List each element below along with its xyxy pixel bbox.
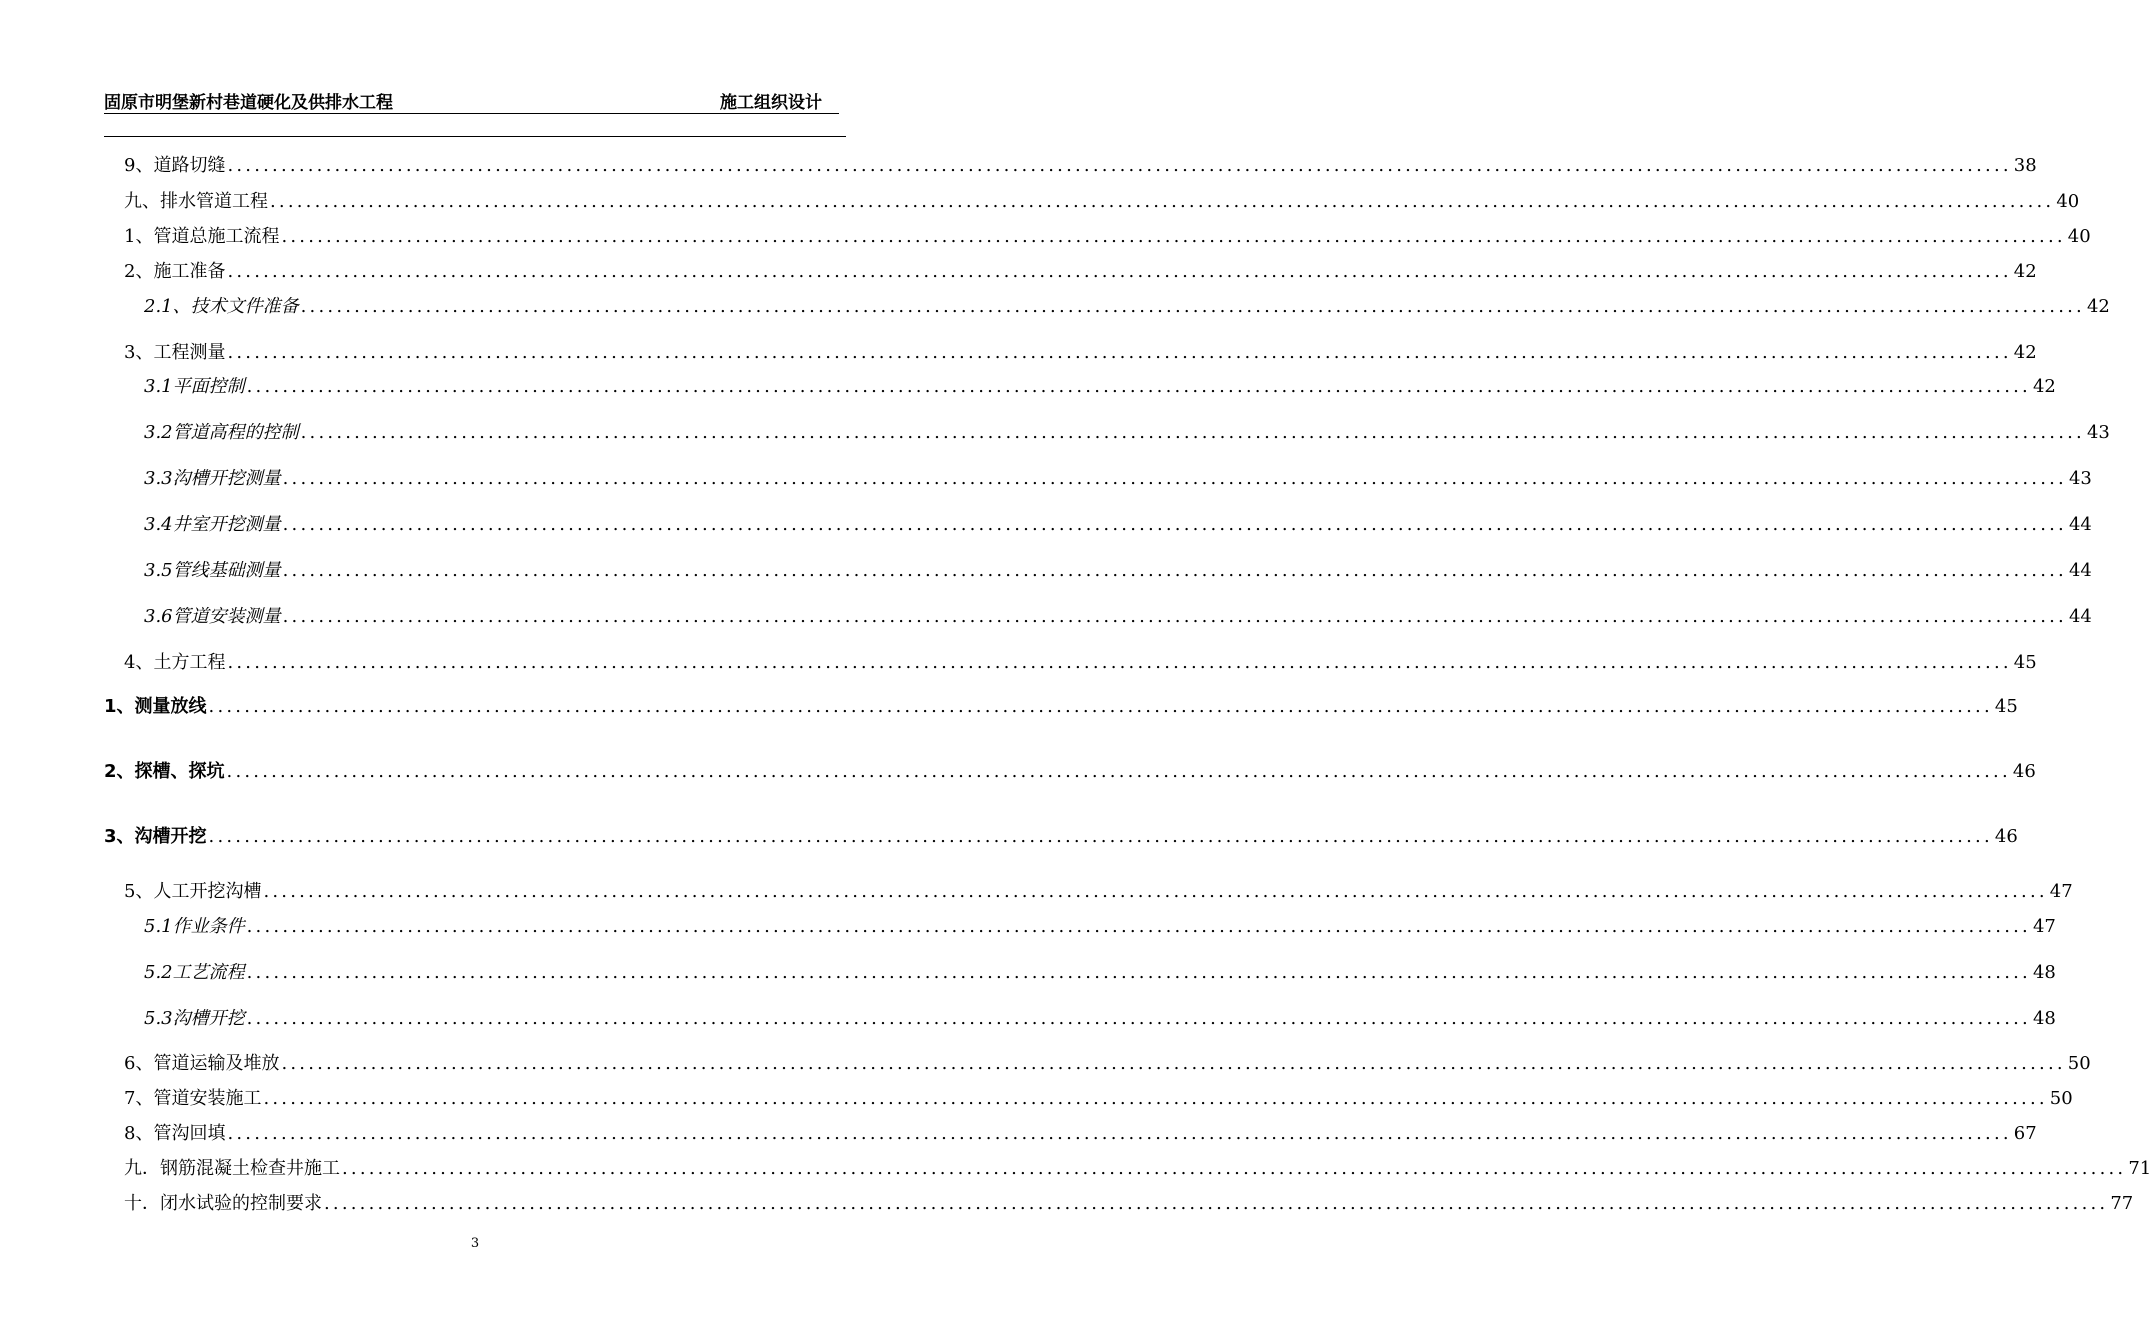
toc-entry[interactable] <box>124 1121 2037 1147</box>
toc-entry-title: 2、探槽、探坑 <box>104 761 225 782</box>
toc-entry-title: 5.2工艺流程 <box>144 962 245 983</box>
toc-entry-title: 3.6管道安装测量 <box>144 606 281 627</box>
toc-entry-page: 44 <box>2068 606 2092 627</box>
toc-entry[interactable] <box>124 879 2073 905</box>
project-title: 固原市明堡新村巷道硬化及供排水工程 <box>104 93 393 113</box>
toc-entry[interactable] <box>124 259 2037 285</box>
dot-leader: ........................................................................................................................................................................................................ <box>227 155 2012 176</box>
toc-entry[interactable] <box>124 650 2037 676</box>
toc-entry[interactable] <box>144 558 2092 584</box>
toc-entry-page: 77 <box>2110 1193 2134 1214</box>
toc-entry[interactable] <box>124 340 2037 366</box>
toc-entry-title: 5.3沟槽开挖 <box>144 1008 245 1029</box>
toc-entry[interactable] <box>124 1086 2073 1112</box>
toc-entry-page: 48 <box>2032 962 2056 983</box>
dot-leader: ........................................................................................................................................................................................................ <box>270 191 2055 212</box>
toc-entry-title: 8、管沟回填 <box>124 1123 226 1144</box>
document-type: 施工组织设计 <box>720 93 822 113</box>
toc-entry[interactable] <box>144 960 2056 986</box>
toc-entry-title: 九、排水管道工程 <box>124 191 268 212</box>
dot-leader: ........................................................................................................................................................................................................ <box>227 652 2012 673</box>
toc-entry-page: 42 <box>2013 342 2037 363</box>
toc-entry[interactable] <box>124 1051 2091 1077</box>
toc-entry-title: 7、管道安装施工 <box>124 1088 262 1109</box>
toc-entry[interactable] <box>144 420 2110 446</box>
toc-entry-page: 67 <box>2013 1123 2037 1144</box>
toc-entry-title: 3.4井室开挖测量 <box>144 514 281 535</box>
toc-entry-page: 44 <box>2068 560 2092 581</box>
toc-entry[interactable] <box>124 1156 2151 1182</box>
dot-leader: ........................................................................................................................................................................................................ <box>342 1158 2127 1179</box>
toc-entry-page: 46 <box>2012 761 2036 782</box>
toc-entry[interactable] <box>144 914 2056 940</box>
toc-entry-page: 50 <box>2067 1053 2091 1074</box>
toc-entry[interactable] <box>124 1191 2134 1217</box>
toc-entry-title: 3.1平面控制 <box>144 376 245 397</box>
dot-leader: ........................................................................................................................................................................................................ <box>227 1123 2012 1144</box>
toc-entry-title: 3、沟槽开挖 <box>104 826 207 847</box>
toc-entry-title: 5、人工开挖沟槽 <box>124 881 262 902</box>
toc-entry[interactable] <box>144 294 2110 320</box>
toc-entry-title: 3.2管道高程的控制 <box>144 422 299 443</box>
toc-entry-page: 42 <box>2086 296 2110 317</box>
toc-entry[interactable] <box>124 224 2091 250</box>
dot-leader: ........................................................................................................................................................................................................ <box>246 1008 2031 1029</box>
page-number: 3 <box>470 1236 480 1251</box>
dot-leader: ........................................................................................................................................................................................................ <box>300 296 2085 317</box>
toc-entry[interactable] <box>144 1006 2056 1032</box>
toc-entry[interactable] <box>104 824 2018 850</box>
toc-entry-page: 42 <box>2032 376 2056 397</box>
toc-entry[interactable] <box>124 153 2037 179</box>
toc-entry-title: 2.1、技术文件准备 <box>144 296 299 317</box>
toc-entry-page: 47 <box>2032 916 2056 937</box>
dot-leader: ........................................................................................................................................................................................................ <box>263 1088 2048 1109</box>
toc-entry-title: 3、工程测量 <box>124 342 226 363</box>
dot-leader: ........................................................................................................................................................................................................ <box>208 696 1993 717</box>
toc-entry-title: 6、管道运输及堆放 <box>124 1053 280 1074</box>
toc-entry-title: 3.5管线基础测量 <box>144 560 281 581</box>
toc-entry-page: 46 <box>1994 826 2018 847</box>
toc-entry-page: 38 <box>2013 155 2037 176</box>
toc-entry-title: 十．闭水试验的控制要求 <box>124 1193 322 1214</box>
toc-entry-page: 42 <box>2013 261 2037 282</box>
toc-entry-title: 1、管道总施工流程 <box>124 226 280 247</box>
dot-leader: ........................................................................................................................................................................................................ <box>282 514 2067 535</box>
toc-entry-title: 九．钢筋混凝土检查井施工 <box>124 1158 340 1179</box>
toc-entry-page: 47 <box>2049 881 2073 902</box>
dot-leader: ........................................................................................................................................................................................................ <box>227 261 2012 282</box>
toc-entry[interactable] <box>124 189 2080 215</box>
toc-entry-title: 2、施工准备 <box>124 261 226 282</box>
dot-leader: ........................................................................................................................................................................................................ <box>246 376 2031 397</box>
toc-entry-title: 9、道路切缝 <box>124 155 226 176</box>
toc-entry-page: 40 <box>2067 226 2091 247</box>
toc-entry-page: 40 <box>2056 191 2080 212</box>
toc-entry-title: 5.1作业条件 <box>144 916 245 937</box>
toc-entry-title: 1、测量放线 <box>104 696 207 717</box>
toc-entry-page: 45 <box>1994 696 2018 717</box>
dot-leader: ........................................................................................................................................................................................................ <box>324 1193 2109 1214</box>
dot-leader: ........................................................................................................................................................................................................ <box>246 916 2031 937</box>
toc-entry-page: 45 <box>2013 652 2037 673</box>
toc-entry[interactable] <box>144 604 2092 630</box>
dot-leader: ........................................................................................................................................................................................................ <box>300 422 2085 443</box>
dot-leader: ........................................................................................................................................................................................................ <box>246 962 2031 983</box>
toc-entry[interactable] <box>144 466 2092 492</box>
dot-leader: ........................................................................................................................................................................................................ <box>226 761 2011 782</box>
toc-entry[interactable] <box>104 694 2018 720</box>
toc-entry[interactable] <box>104 759 2036 785</box>
toc-entry-page: 43 <box>2068 468 2092 489</box>
dot-leader: ........................................................................................................................................................................................................ <box>281 226 2066 247</box>
dot-leader: ........................................................................................................................................................................................................ <box>227 342 2012 363</box>
dot-leader: ........................................................................................................................................................................................................ <box>281 1053 2066 1074</box>
dot-leader: ........................................................................................................................................................................................................ <box>208 826 1993 847</box>
toc-entry-page: 50 <box>2049 1088 2073 1109</box>
toc-entry-title: 4、土方工程 <box>124 652 226 673</box>
dot-leader: ........................................................................................................................................................................................................ <box>282 606 2067 627</box>
toc-entry-title: 3.3沟槽开挖测量 <box>144 468 281 489</box>
dot-leader: ........................................................................................................................................................................................................ <box>263 881 2048 902</box>
toc-entry-page: 48 <box>2032 1008 2056 1029</box>
toc-entry-page: 44 <box>2068 514 2092 535</box>
dot-leader: ........................................................................................................................................................................................................ <box>282 468 2067 489</box>
dot-leader: ........................................................................................................................................................................................................ <box>282 560 2067 581</box>
toc-entry-page: 43 <box>2086 422 2110 443</box>
toc-entry[interactable] <box>144 374 2056 400</box>
toc-entry[interactable] <box>144 512 2092 538</box>
toc-entry-page: 71 <box>2128 1158 2151 1179</box>
